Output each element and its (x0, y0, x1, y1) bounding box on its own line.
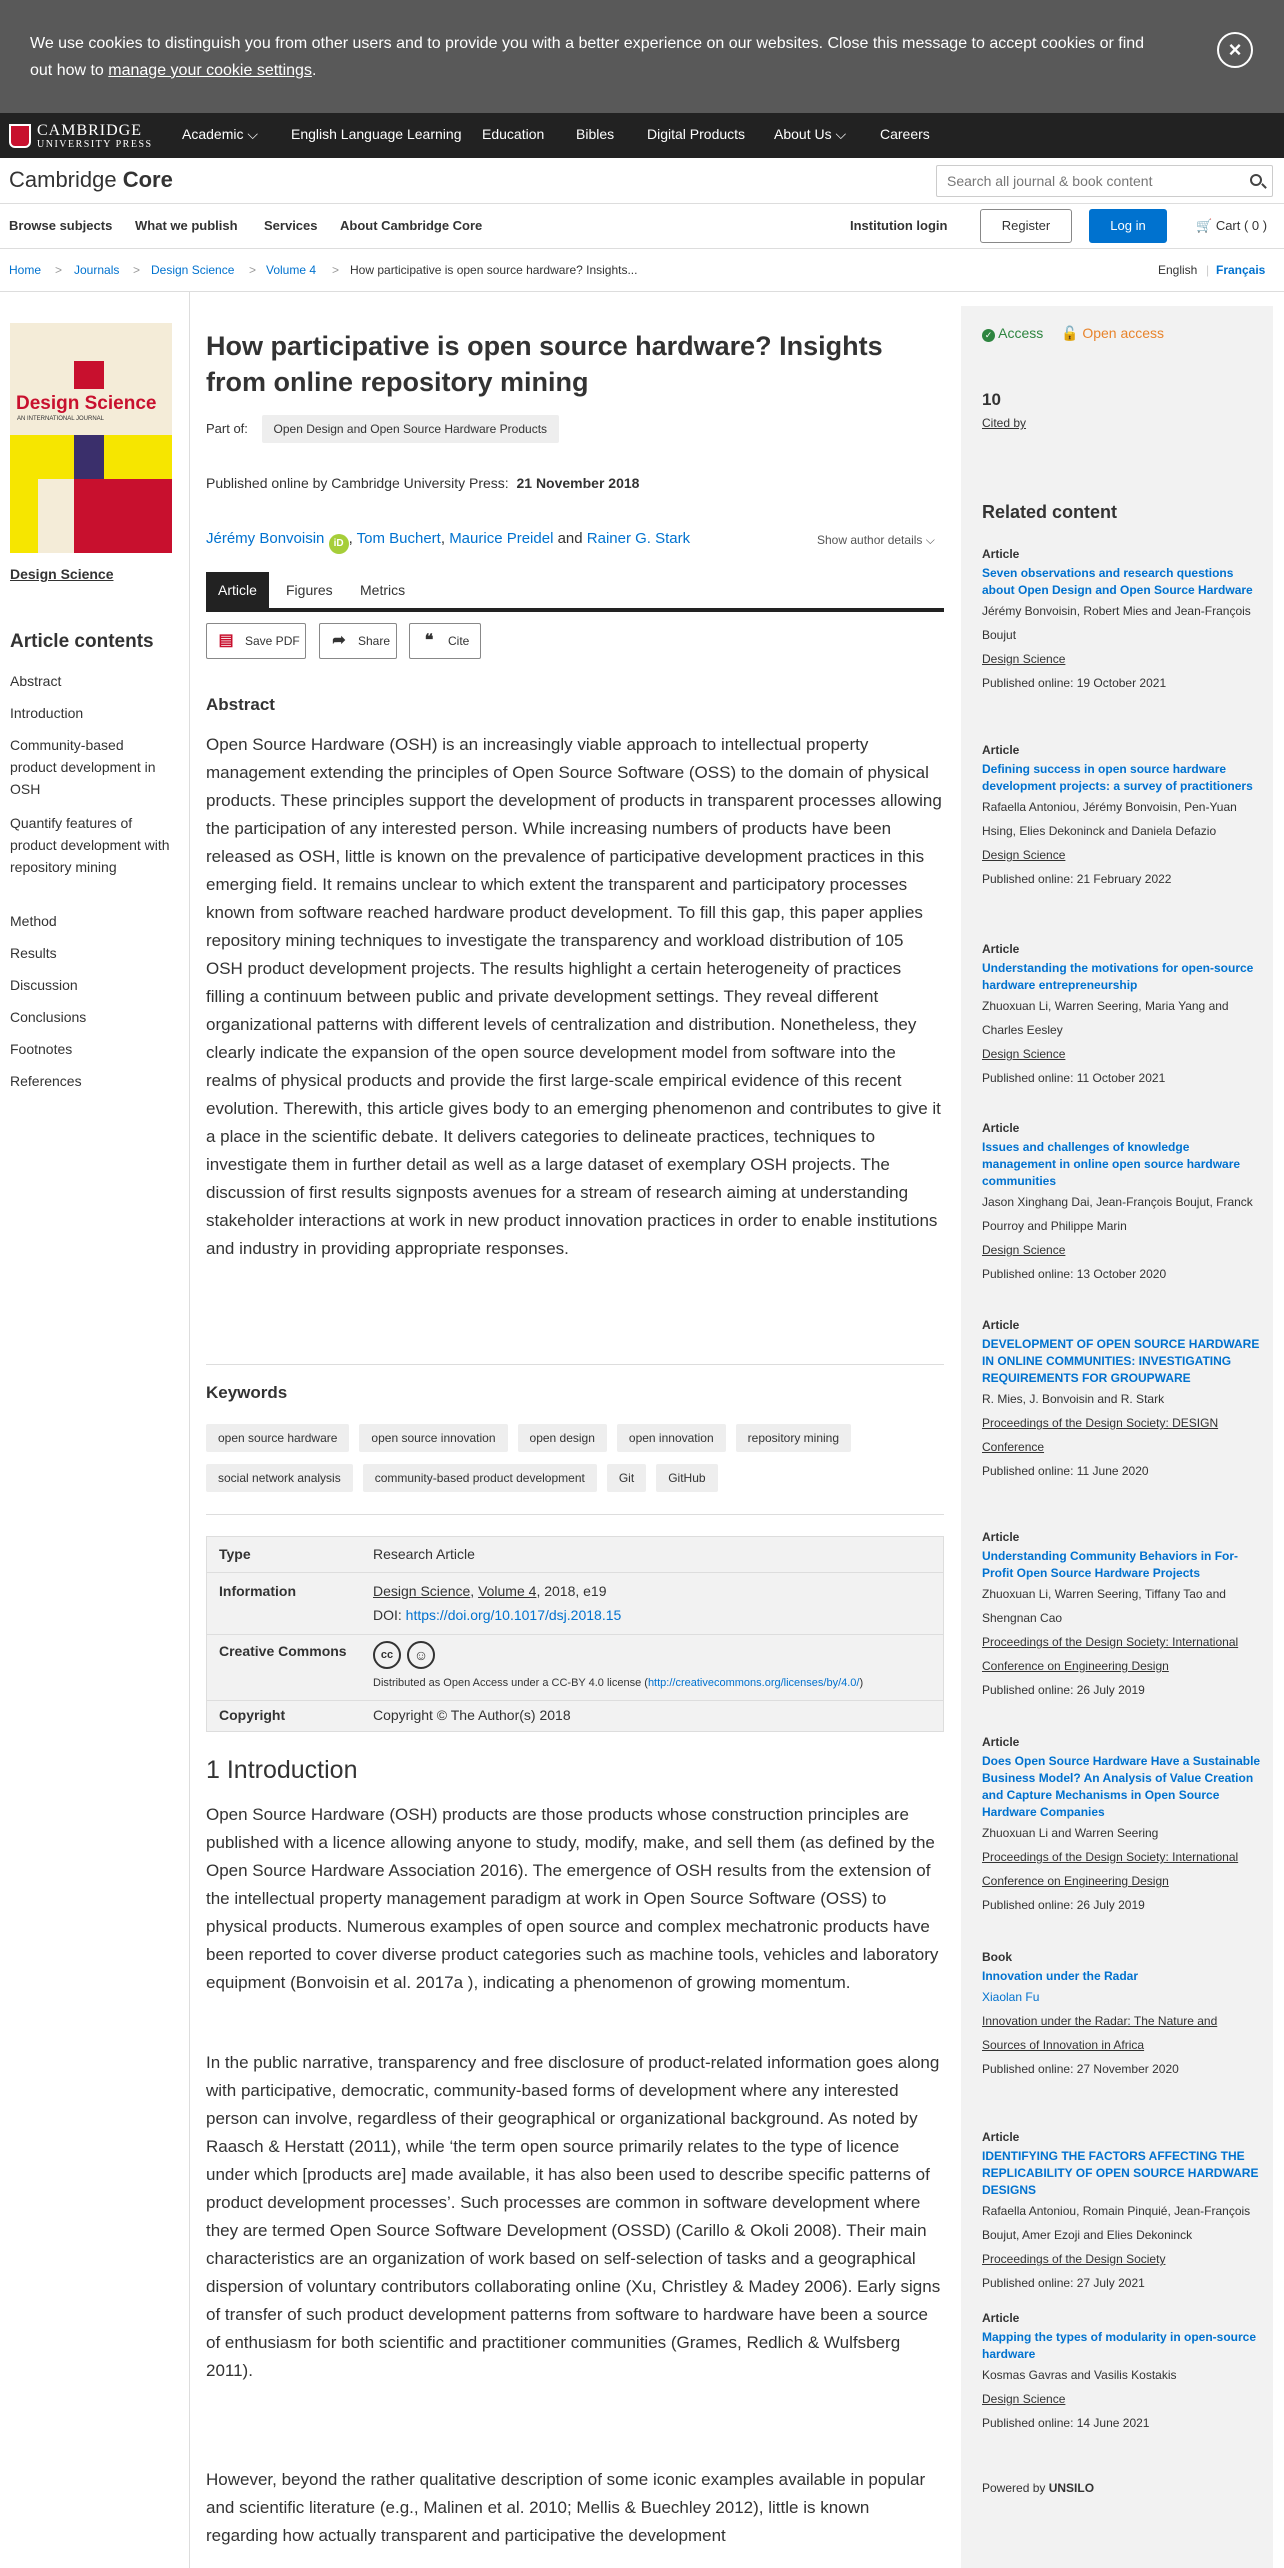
related-item (982, 1735, 1262, 1917)
search-input[interactable] (937, 166, 1227, 196)
article-info-table (206, 1536, 944, 1732)
related-date: Published online: 13 October 2020 (982, 1267, 1167, 1281)
related-authors: Xiaolan Fu (982, 1990, 1040, 2004)
intro-paragraph-3: However, beyond the rather qualitative description of some iconic examples available in popular and scientific literature (e.g., Malinen et al. 2010; Mellis & Buechley 2012), little is known regarding how actually transparent and participative the development (206, 2470, 926, 2545)
institution-login-link[interactable]: Institution login (850, 218, 948, 233)
nav-services[interactable]: Services (264, 218, 318, 233)
open-access-badge: 🔓 Open access (1061, 325, 1165, 341)
related-title[interactable]: Understanding Community Behaviors in For-Profit Open Source Hardware Projects (982, 1549, 1239, 1580)
related-journal[interactable]: Design Science (982, 1047, 1066, 1061)
keyword-tag[interactable]: open innovation (617, 1424, 726, 1452)
orcid-icon[interactable]: iD (329, 534, 349, 554)
tab-figures[interactable]: Figures (286, 582, 333, 598)
nav-careers[interactable]: Careers (880, 126, 930, 142)
cart-link[interactable]: 🛒 Cart ( 0 ) (1196, 218, 1268, 233)
cover-band (10, 435, 38, 553)
author-link[interactable]: Tom Buchert (356, 530, 441, 547)
creative-commons-icon: cc (373, 1641, 401, 1669)
nav-bibles[interactable]: Bibles (576, 126, 615, 142)
author-link[interactable]: Maurice Preidel (449, 530, 554, 547)
unsilo-logo: UNSILO (1048, 2481, 1095, 2495)
info-value: Research Article (373, 1546, 475, 1562)
toc-conclusions[interactable]: Conclusions (10, 1009, 87, 1025)
related-authors: Jason Xinghang Dai, Jean-François Boujut, Franck Pourroy and Philippe Marin (982, 1195, 1253, 1233)
related-journal[interactable]: Design Science (982, 2392, 1066, 2406)
keyword-list (206, 1424, 944, 1504)
chevron-down-icon: ⌵ (247, 126, 258, 142)
related-item (982, 2311, 1262, 2435)
chevron-down-icon: ⌵ (835, 126, 847, 142)
nav-browse-subjects[interactable]: Browse subjects (9, 218, 113, 233)
article-title: How participative is open source hardware? Insights from online repository mining (206, 331, 883, 397)
related-date: Published online: 21 February 2022 (982, 872, 1172, 886)
related-authors: Jérémy Bonvoisin, Robert Mies and Jean-François Boujut (982, 604, 1251, 642)
info-row-type (207, 1537, 943, 1573)
toc-method[interactable]: Method (10, 913, 57, 929)
logo-line2: UNIVERSITY PRESS (37, 139, 153, 150)
related-item (982, 1530, 1262, 1702)
breadcrumb-journals[interactable]: Journals (74, 263, 120, 277)
cover-subtitle: AN INTERNATIONAL JOURNAL (17, 416, 105, 422)
pdf-icon: ▤ (218, 632, 234, 649)
related-date: Published online: 11 October 2021 (982, 1071, 1166, 1085)
related-date: Published online: 26 July 2019 (982, 1683, 1145, 1697)
cambridge-core-logo[interactable]: Cambridge Core (9, 167, 173, 192)
related-type: Article (982, 1530, 1020, 1544)
cover-block (38, 479, 74, 553)
divider (206, 1364, 944, 1365)
info-label: Type (219, 1546, 251, 1562)
nav-digital-products[interactable]: Digital Products (647, 126, 746, 142)
save-pdf-button[interactable]: ▤ Save PDF (206, 623, 306, 659)
language-english[interactable]: English (1158, 263, 1198, 277)
info-value: Design Science, Volume 4, 2018, e19 DOI: https://doi.org/10.1017/dsj.2018.15 (373, 1583, 622, 1623)
info-row-copyright (207, 1701, 943, 1731)
related-type: Article (982, 547, 1020, 561)
related-type: Article (982, 942, 1020, 956)
related-journal[interactable]: Design Science (982, 1243, 1066, 1257)
introduction-heading: 1 Introduction (206, 1756, 358, 1784)
related-title[interactable]: Mapping the types of modularity in open-source hardware (982, 2330, 1257, 2361)
cart-icon: 🛒 (1196, 218, 1213, 233)
toc-results[interactable]: Results (10, 945, 57, 961)
related-type: Article (982, 1318, 1020, 1332)
related-authors: Zhuoxuan Li and Warren Seering (982, 1826, 1159, 1840)
related-date: Published online: 27 November 2020 (982, 2062, 1179, 2076)
breadcrumb-design-science[interactable]: Design Science (151, 263, 235, 277)
related-journal[interactable]: Proceedings of the Design Society: DESIGN Conference (982, 1416, 1219, 1454)
abstract-heading: Abstract (206, 695, 275, 714)
cite-button[interactable]: ❝ Cite (409, 623, 481, 659)
related-journal[interactable]: Design Science (982, 652, 1066, 666)
cc-license-link[interactable]: http://creativecommons.org/licenses/by/4.0/ (647, 1677, 860, 1689)
cookie-banner (0, 0, 1284, 113)
nav-what-we-publish[interactable]: What we publish (135, 218, 238, 233)
related-type: Article (982, 2311, 1020, 2325)
article-contents-heading: Article contents (10, 631, 154, 652)
keyword-tag[interactable]: open design (518, 1424, 607, 1452)
login-button[interactable]: Log in (1089, 209, 1167, 243)
related-date: Published online: 19 October 2021 (982, 676, 1167, 690)
cookie-end: . (311, 62, 317, 79)
journal-link[interactable]: Design Science (10, 566, 114, 582)
close-icon[interactable]: × (1217, 32, 1253, 68)
related-type: Article (982, 1735, 1020, 1749)
right-sidebar (961, 306, 1273, 2568)
info-value: Copyright © The Author(s) 2018 (373, 1707, 571, 1723)
intro-paragraph-1: Open Source Hardware (OSH) products are those products whose construction principles are published with a licence allowing anyone to study, modify, make, and sell them (as defined by the Open Source Hardware Association 2016). The emergence of OSH results from the extension of the intellectual property management paradigm at work in Open Source Software (OSS) to physical products. Numerous examples of open source and complex mechatronic products have been reported to cover diverse product categories such as machine tools, vehicles and laboratory equipment (Bonvoisin et al. 2017a ), indicating a phenomenon of growing momentum. (206, 1805, 939, 1992)
language-francais[interactable]: Français (1216, 263, 1266, 277)
attribution-icon: ☺ (407, 1641, 435, 1669)
keyword-tag[interactable]: Git (607, 1464, 646, 1492)
divider (206, 1514, 944, 1515)
related-item (982, 2130, 1262, 2295)
breadcrumb-separator: > (133, 263, 141, 277)
share-icon: ➦ (332, 632, 346, 649)
keyword-tag[interactable]: GitHub (656, 1464, 717, 1492)
related-item (982, 1121, 1262, 1286)
breadcrumb-volume[interactable]: Volume 4 (266, 263, 317, 277)
related-journal[interactable]: Proceedings of the Design Society (982, 2252, 1166, 2266)
article-tabs (206, 572, 944, 612)
author-link[interactable]: Jérémy Bonvoisin (206, 530, 325, 547)
cover-title: Design Science (16, 393, 157, 414)
info-label: Copyright (219, 1707, 286, 1723)
breadcrumb-separator: > (332, 263, 340, 277)
quote-icon: ❝ (424, 632, 434, 649)
toc-introduction[interactable]: Introduction (10, 705, 84, 721)
related-item (982, 547, 1262, 695)
related-journal[interactable]: Design Science (982, 848, 1066, 862)
keyword-tag[interactable]: community-based product development (363, 1464, 597, 1492)
related-item (982, 1950, 1262, 2081)
powered-by: Powered by UNSILO (982, 2481, 1095, 2495)
info-row-cc (207, 1635, 943, 1701)
related-title[interactable]: Innovation under the Radar (982, 1969, 1139, 1983)
related-journal[interactable]: Proceedings of the Design Society: International Conference on Engineering Design (982, 1850, 1239, 1888)
share-button[interactable]: ➦ Share (319, 623, 397, 659)
logo-line1: CAMBRIDGE (37, 122, 143, 139)
cover-block (74, 361, 104, 389)
nav-academic[interactable]: Academic ⌵ (182, 126, 258, 142)
journal-link[interactable]: Design Science (373, 1583, 471, 1599)
cited-by-link[interactable]: Cited by (982, 416, 1027, 430)
info-label: Creative Commons (219, 1643, 347, 1659)
related-title[interactable]: Does Open Source Hardware Have a Sustainable Business Model? An Analysis of Value Creation and Capture Mechanisms in Open Source Hardware Companies (982, 1754, 1261, 1819)
nav-about-us[interactable]: About Us ⌵ (774, 126, 847, 142)
search-box (936, 165, 1273, 197)
nav-education[interactable]: Education (482, 126, 545, 142)
cookie-text: We use cookies to distinguish you from other users and to provide you with a better experience on our websites. Close this message to accept cookies or find out how to (30, 35, 1145, 79)
published-line: Published online by Cambridge University Press: 21 November 2018 (206, 475, 640, 491)
and-text: and (557, 530, 583, 547)
toc-discussion[interactable]: Discussion (10, 977, 78, 993)
info-row-information (207, 1573, 943, 1635)
related-authors: Rafaella Antoniou, Romain Pinquié, Jean-François Boujut, Amer Ezoji and Elies Dekoninck (982, 2204, 1251, 2242)
related-item (982, 743, 1262, 891)
author-link[interactable]: Rainer G. Stark (586, 530, 691, 547)
language-divider: | (1206, 263, 1210, 277)
related-content-heading: Related content (982, 502, 1118, 522)
chevron-down-icon: ⌵ (925, 533, 935, 547)
related-authors: Rafaella Antoniou, Jérémy Bonvoisin, Pen-Yuan Hsing, Elies Dekoninck and Daniela Defazio (982, 800, 1237, 838)
search-icon[interactable] (1250, 174, 1262, 186)
access-badge: ✓ Access (982, 325, 1043, 342)
author-list: Jérémy Bonvoisin iD , Tom Buchert, Maurice Preidel and Rainer G. Stark (206, 530, 690, 554)
keyword-tag[interactable]: social network analysis (206, 1464, 353, 1492)
related-title[interactable]: Issues and challenges of knowledge management in online open source hardware communities (982, 1140, 1241, 1188)
related-type: Article (982, 1121, 1020, 1135)
breadcrumb-home[interactable]: Home (9, 263, 42, 277)
published-date: 21 November 2018 (516, 475, 640, 491)
related-authors: Kosmas Gavras and Vasilis Kostakis (982, 2368, 1177, 2382)
register-button[interactable]: Register (980, 209, 1072, 243)
cookie-message (30, 30, 1150, 84)
tab-metrics[interactable]: Metrics (360, 582, 406, 598)
related-type: Article (982, 2130, 1020, 2144)
keyword-tag[interactable]: open source hardware (206, 1424, 349, 1452)
related-journal[interactable]: Proceedings of the Design Society: International Conference on Engineering Design (982, 1635, 1239, 1673)
cited-count: 10 (982, 390, 1001, 409)
related-type: Article (982, 743, 1020, 757)
related-type: Book (982, 1950, 1012, 1964)
related-date: Published online: 27 July 2021 (982, 2276, 1145, 2290)
breadcrumb (0, 249, 1284, 292)
related-title[interactable]: Seven observations and research questions about Open Design and Open Source Hardware (982, 566, 1253, 597)
abstract-text: Open Source Hardware (OSH) is an increasingly viable approach to intellectual property management extending the principles of Open Source Software (OSS) to the domain of physical products. These principles support the development of products in transparent processes allowing the participation of any interested person. While increasing numbers of products have been released as OSH, little is known on the prevalence of participative development practices in this emerging field. It remains unclear to which extent the transparent and participatory processes known from software reached hardware product development. To fill this gap, this paper applies repository mining techniques to investigate the transparency and workload distribution of 105 OSH product development projects. The results highlight a certain heterogeneity of practices filling a continuum between public and private development settings. They reveal different organizational patterns with different levels of centralization and distribution. Nonetheless, they clearly indicate the expansion of the open source development model from software into the realms of physical products and provide the first large-scale empirical evidence of this recent evolution. Therewith, this article gives body to an emerging phenomenon and contributes to give it a place in the scientific debate. It delivers categories to delineate practices, techniques to investigate them in further detail as well as a large dataset of exemplary OSH projects. The discussion of first results signposts avenues for a stream of research aiming at understanding stakeholder interactions at work in new product innovation practices in order to enable institutions and industry in providing appropriate responses. (206, 735, 942, 1258)
related-journal[interactable]: Innovation under the Radar: The Nature and Sources of Innovation in Africa (982, 2014, 1218, 2052)
nav-english-language-learning[interactable]: English Language Learning (291, 126, 462, 142)
nav-about-core[interactable]: About Cambridge Core (340, 218, 483, 233)
toc-community-based[interactable]: Community-based product development in OSH (10, 737, 156, 797)
related-title[interactable]: Understanding the motivations for open-source hardware entrepreneurship (982, 961, 1254, 992)
left-sidebar (0, 292, 190, 2568)
toc-footnotes[interactable]: Footnotes (10, 1041, 73, 1057)
related-authors: Zhuoxuan Li, Warren Seering, Tiffany Tao and Shengnan Cao (982, 1587, 1226, 1625)
journal-cover[interactable] (10, 323, 172, 553)
breadcrumb-current: How participative is open source hardware? Insights... (350, 263, 638, 277)
related-title[interactable]: Defining success in open source hardware development projects: a survey of practitioners (982, 762, 1253, 793)
related-authors: R. Mies, J. Bonvoisin and R. Stark (982, 1392, 1165, 1406)
info-label: Information (219, 1583, 296, 1599)
toc-quantify-features[interactable]: Quantify features of product development with repository mining (10, 815, 170, 875)
related-date: Published online: 14 June 2021 (982, 2416, 1150, 2430)
secondary-navigation (0, 204, 1284, 249)
collection-tag[interactable]: Open Design and Open Source Hardware Products (262, 415, 560, 443)
part-of-label: Part of: (206, 421, 248, 436)
toc-abstract[interactable]: Abstract (10, 673, 62, 689)
keyword-tag[interactable]: open source innovation (359, 1424, 507, 1452)
cookie-settings-link[interactable]: manage your cookie settings (108, 62, 312, 79)
part-of (206, 415, 569, 443)
check-circle-icon: ✓ (982, 329, 995, 342)
shield-icon (9, 124, 31, 148)
intro-paragraph-2: In the public narrative, transparency and free disclosure of product-related information goes along with participative, democratic, community-based forms of development where any interested person can involve, regardless of their geographical or organizational background. As noted by Raasch & Herstatt (2011), while ‘the term open source primarily relates to the type of licence under which [products are] made available, it has also been used to describe specific patterns of product development processes’. Such processes are common in software development where they are termed Open Source Software Development (OSSD) (Carillo & Okoli 2008). Their main characteristics are an organization of work based on self-selection of tasks and a geographical dispersion of voluntary contributors collaborating online (Xu, Christley & Madey 2006). Early signs of transfer of such product development patterns from software to hardware have been a source of enthusiasm for both scientific and practitioner communities (Grames, Redlich & Wulfsberg 2011). (206, 2053, 941, 2380)
keyword-tag[interactable]: repository mining (736, 1424, 851, 1452)
breadcrumb-separator: > (249, 263, 257, 277)
cambridge-logo[interactable] (9, 119, 154, 151)
doi-link[interactable]: https://doi.org/10.1017/dsj.2018.15 (405, 1607, 622, 1623)
keywords-heading: Keywords (206, 1383, 288, 1402)
cc-license-text: Distributed as Open Access under a CC-BY 4.0 license (http://creativecommons.org/licenses/by/4.0/) (373, 1677, 864, 1689)
toc-references[interactable]: References (10, 1073, 82, 1089)
related-date: Published online: 11 June 2020 (982, 1464, 1149, 1478)
related-title[interactable]: DEVELOPMENT OF OPEN SOURCE HARDWARE IN ONLINE COMMUNITIES: INVESTIGATING REQUIREMENTS FOR GROUPWARE (982, 1337, 1260, 1385)
related-item (982, 1318, 1262, 1483)
related-authors: Zhuoxuan Li, Warren Seering, Maria Yang and Charles Eesley (982, 999, 1229, 1037)
core-header (0, 158, 1284, 204)
related-title[interactable]: IDENTIFYING THE FACTORS AFFECTING THE REPLICABILITY OF OPEN SOURCE HARDWARE DESIGNS (982, 2149, 1259, 2197)
related-date: Published online: 26 July 2019 (982, 1898, 1145, 1912)
unlock-icon: 🔓 (1061, 325, 1079, 341)
show-author-details[interactable]: Show author details ⌵ (817, 533, 935, 547)
cover-block (74, 435, 104, 479)
related-item (982, 942, 1262, 1090)
volume-link[interactable]: Volume 4 (478, 1583, 537, 1599)
tab-article[interactable]: Article (206, 572, 269, 608)
breadcrumb-separator: > (55, 263, 63, 277)
top-navigation (0, 113, 1284, 158)
